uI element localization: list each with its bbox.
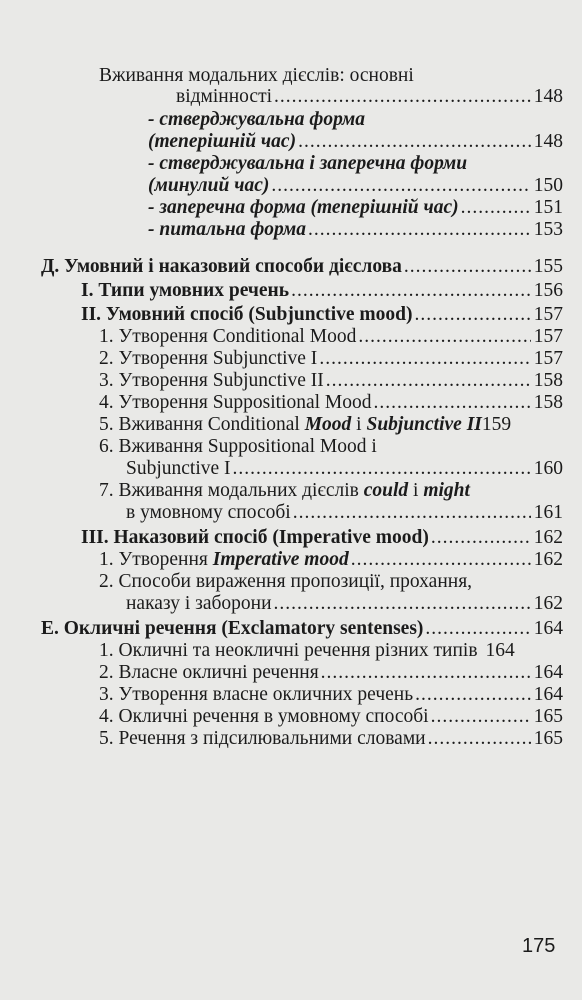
toc-page-number: 159 xyxy=(481,414,512,435)
toc-page-number: 164 xyxy=(533,618,563,639)
toc-entry-text: - заперечна форма (теперішній час) xyxy=(148,197,459,218)
toc-entry-text: Subjunctive I xyxy=(126,458,231,479)
leader-dots xyxy=(291,280,531,302)
toc-entry-d2-2 xyxy=(99,348,563,370)
leader-dots xyxy=(425,618,531,640)
toc-entry-d1 xyxy=(81,280,563,302)
toc-entry-text: ІІІ. Наказовий спосіб (Imperative mood) xyxy=(81,527,429,548)
leader-dots xyxy=(274,86,531,108)
toc-entry-aff-neg-past-line1: - стверджувальна і заперечна форми xyxy=(148,153,468,174)
toc-entry-text: 3. Утворення Subjunctive II xyxy=(99,370,324,391)
leader-dots xyxy=(428,728,531,750)
toc-entry-e1 xyxy=(99,640,563,662)
toc-text-part: Subjunctive II xyxy=(366,414,482,435)
toc-page-number: 160 xyxy=(533,458,563,479)
toc-entry-d3-2-line1: 2. Способи вираження пропозиції, прохання, xyxy=(99,571,473,592)
leader-dots xyxy=(461,197,531,219)
toc-text-part: і xyxy=(408,480,424,501)
leader-dots xyxy=(358,326,531,348)
toc-entry-d3-1 xyxy=(99,549,563,571)
toc-page-number: 162 xyxy=(533,549,563,570)
toc-text-part: could xyxy=(363,480,409,501)
toc-text-part: Mood xyxy=(304,414,352,435)
toc-text-part: 1. Утворення xyxy=(99,549,213,570)
leader-dots xyxy=(293,502,531,524)
leader-dots xyxy=(374,392,532,414)
leader-dots xyxy=(326,370,531,392)
toc-entry-text: 1. Окличні та неокличні речення різних типів xyxy=(99,640,478,661)
toc-entry-d2-7 xyxy=(126,502,563,524)
toc-entry-text: 3. Утворення власне окличних речень xyxy=(99,684,414,705)
leader-dots xyxy=(274,593,531,615)
page-number: 175 xyxy=(522,935,556,957)
toc-text-part: 7. Вживання модальних дієслів xyxy=(99,480,364,501)
toc-entry-d3 xyxy=(81,527,563,549)
toc-text-part: might xyxy=(423,480,470,501)
toc-entry-interrogative xyxy=(148,219,563,241)
toc-entry-text: - питальна форма xyxy=(148,219,306,240)
leader-dots xyxy=(298,131,531,153)
toc-entry-aff-present-line1: - стверджувальна форма xyxy=(148,109,366,130)
toc-page-number: 165 xyxy=(533,728,563,749)
toc-entry-text xyxy=(99,414,482,436)
toc-entry-text: в умовному способі xyxy=(126,502,291,523)
leader-dots xyxy=(431,706,531,728)
toc-page-number: 158 xyxy=(533,370,563,391)
toc-entry-text: Е. Окличні речення (Exclamatory sentenses) xyxy=(41,618,424,639)
leader-dots xyxy=(431,527,531,549)
toc-entry-text: відмінності xyxy=(176,86,273,107)
toc-entry-text: (теперішній час) xyxy=(148,131,297,152)
toc-entry-e2 xyxy=(99,662,563,684)
toc-entry-modal-usage xyxy=(176,86,563,108)
toc-page-number: 148 xyxy=(533,131,563,152)
toc-page-number: 158 xyxy=(533,392,563,413)
toc-entry-d3-2 xyxy=(126,593,563,615)
leader-dots xyxy=(415,684,531,706)
toc-entry-d2-6 xyxy=(126,458,563,480)
toc-page-number: 151 xyxy=(533,197,563,218)
toc-page-number: 153 xyxy=(533,219,563,240)
leader-dots xyxy=(319,348,531,370)
toc-entry-d2-3 xyxy=(99,370,563,392)
toc-section-e xyxy=(41,618,563,640)
toc-entry-modal-usage-line1: Вживання модальних дієслів: основні xyxy=(99,65,414,86)
toc-page-number: 157 xyxy=(533,348,563,369)
toc-text-part: Imperative mood xyxy=(212,549,349,570)
toc-entry-neg-present xyxy=(148,197,563,219)
toc-entry-text: наказу і заборони xyxy=(126,593,272,614)
toc-entry-e5 xyxy=(99,728,563,750)
toc-entry-text: ІІ. Умовний спосіб (Subjunctive mood) xyxy=(81,304,413,325)
leader-dots xyxy=(321,662,531,684)
toc-entry-text: 4. Утворення Suppositional Mood xyxy=(99,392,372,413)
leader-dots xyxy=(233,458,531,480)
toc-entry-d2-7-line1 xyxy=(99,480,470,502)
toc-page-number: 162 xyxy=(533,527,563,548)
toc-entry-d2-5 xyxy=(99,414,563,436)
toc-entry-text: 4. Окличні речення в умовному способі xyxy=(99,706,429,727)
toc-entry-aff-present xyxy=(148,131,563,153)
leader-dots xyxy=(415,304,531,326)
toc-page-number: 164 xyxy=(485,640,515,661)
leader-dots xyxy=(351,549,531,571)
toc-page-number: 156 xyxy=(533,280,563,301)
toc-page-number: 150 xyxy=(533,175,563,196)
toc-entry-d2-1 xyxy=(99,326,563,348)
leader-dots xyxy=(404,256,531,278)
toc-entry-text: 2. Власне окличні речення xyxy=(99,662,319,683)
leader-dots xyxy=(308,219,531,241)
toc-page-number: 165 xyxy=(533,706,563,727)
toc-page-number: 155 xyxy=(533,256,563,277)
toc-entry-e3 xyxy=(99,684,563,706)
toc-text-part: і xyxy=(351,414,367,435)
toc-page-number: 161 xyxy=(533,502,563,523)
toc-entry-text: 5. Речення з підсилювальними словами xyxy=(99,728,426,749)
toc-entry-text: Д. Умовний і наказовий способи дієслова xyxy=(41,256,402,277)
toc-entry-text: (минулий час) xyxy=(148,175,270,196)
toc-page-number: 164 xyxy=(533,662,563,683)
toc-page-number: 164 xyxy=(533,684,563,705)
toc-entry-text: І. Типи умовних речень xyxy=(81,280,290,301)
toc-entry-aff-neg-past xyxy=(148,175,563,197)
toc-entry-text xyxy=(99,549,349,571)
toc-entry-d2-4 xyxy=(99,392,563,414)
toc-page-number: 162 xyxy=(533,593,563,614)
toc-entry-d2-6-line1: 6. Вживання Suppositional Mood і xyxy=(99,436,377,457)
toc-entry-e4 xyxy=(99,706,563,728)
toc-section-d xyxy=(41,256,563,278)
toc-text-part: 5. Вживання Conditional xyxy=(99,414,305,435)
toc-entry-d2 xyxy=(81,304,563,326)
toc-page-number: 148 xyxy=(533,86,563,107)
toc-page-number: 157 xyxy=(533,326,563,347)
toc-entry-text: 1. Утворення Conditional Mood xyxy=(99,326,357,347)
toc-page-number: 157 xyxy=(533,304,563,325)
toc-entry-text: 2. Утворення Subjunctive I xyxy=(99,348,318,369)
leader-dots xyxy=(271,175,531,197)
